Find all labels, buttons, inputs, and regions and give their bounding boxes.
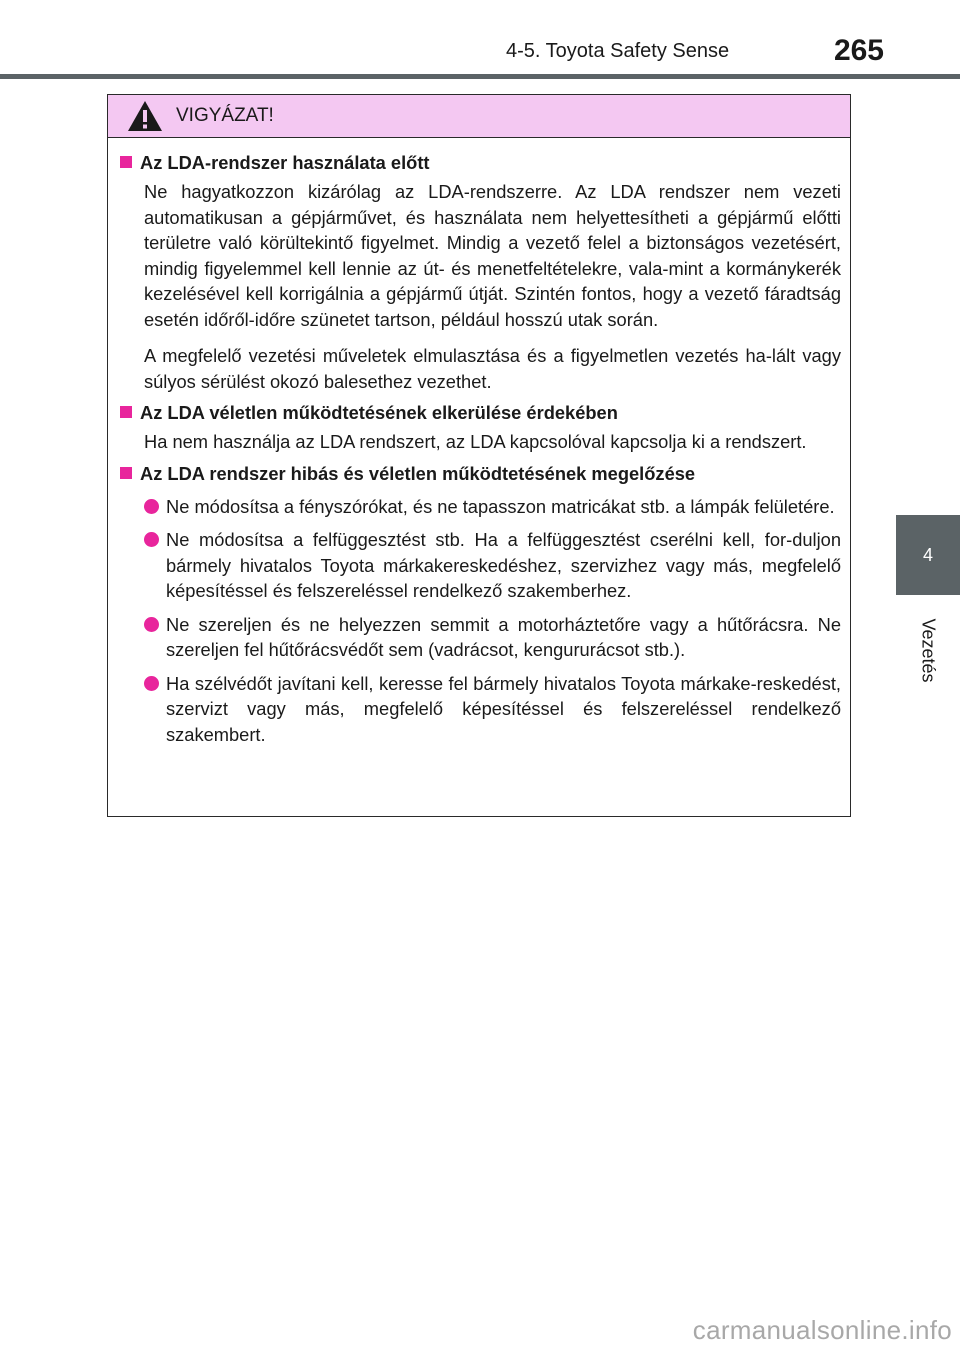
section-heading-text: Az LDA rendszer hibás és véletlen működtetésének megelőzése — [140, 462, 696, 484]
list-item — [144, 612, 841, 663]
circle-bullet-icon — [144, 532, 159, 547]
section-heading-before-use — [120, 150, 841, 175]
list-item-text: Ne módosítsa a fényszórókat, és ne tapasszon matricákat stb. a lámpák felületére. — [166, 495, 835, 517]
circle-bullet-icon — [144, 617, 159, 632]
list-item-text: Ha szélvédőt javítani kell, keresse fel bármely hivatalos Toyota márkake-reskedést, szervizt vagy más, megfelelő képesítéssel és felszereléssel rendelkező szakembert. — [166, 672, 841, 745]
circle-bullet-icon — [144, 499, 159, 514]
square-bullet-icon — [120, 406, 132, 418]
chapter-tab-number: 4 — [922, 544, 933, 565]
list-item — [144, 494, 841, 520]
paragraph: Ne hagyatkozzon kizárólag az LDA-rendszerre. Az LDA rendszer nem vezeti automatikusan a gépjárművet, és használata nem helyettesítheti a gépjármű előtti területre való körültekintő figyelmet. Mindig a vezető felel a biztonságos vezetésért, mindig figyelemmel kell lennie az út- és menetfeltételekre, vala-mint a kormánykerék kezelésével kell korrigálnia a gépjármű útját. Szintén fontos, hogy a vezető fáradtság esetén időről-időre szünetet tartson, például hosszú utak során. — [144, 181, 841, 330]
list-item-text: Ne módosítsa a felfüggesztést stb. Ha a felfüggesztést cserélni kell, for-duljon bármely hivatalos Toyota márkakereskedéshez, szervizhez vagy más, megfelelő képesítéssel és felszereléssel rendelkező szakemberhez. — [166, 529, 841, 601]
chapter-tab[interactable] — [896, 515, 960, 595]
section-heading-prevent-malfunction — [120, 461, 841, 486]
paragraph: A megfelelő vezetési műveletek elmulasztása és a figyelmetlen vezetés ha-lált vagy súlyos sérülést okozó balesethez vezethet. — [144, 345, 841, 392]
list-item — [144, 527, 841, 604]
warning-header — [108, 95, 850, 138]
header-section-title: 4-5. Toyota Safety Sense — [506, 40, 730, 62]
warning-body — [108, 138, 850, 747]
square-bullet-icon — [120, 156, 132, 168]
chapter-label-text: Vezetés — [918, 617, 939, 683]
section-heading-avoid-accidental — [120, 400, 841, 425]
header-divider — [0, 74, 960, 79]
section-heading-text: Az LDA véletlen működtetésének elkerülése érdekében — [140, 402, 618, 423]
page-number: 265 — [833, 34, 884, 67]
square-bullet-icon — [120, 467, 132, 479]
watermark: carmanualsonline.info — [692, 1315, 952, 1345]
paragraph: Ha nem használja az LDA rendszert, az LDA kapcsolóval kapcsolja ki a rendszert. — [144, 431, 807, 452]
chapter-label — [896, 600, 960, 700]
warning-box — [107, 94, 851, 817]
circle-bullet-icon — [144, 676, 159, 691]
warning-triangle-icon — [126, 99, 164, 133]
warning-title: VIGYÁZAT! — [176, 105, 274, 126]
list-item-text: Ne szereljen és ne helyezzen semmit a motorháztetőre vagy a hűtőrácsra. Ne szereljen fel hűtőrácsvédőt sem (vadrácsot, kengururácsot stb.). — [166, 613, 841, 660]
section-heading-text: Az LDA-rendszer használata előtt — [140, 152, 430, 173]
list-item — [144, 671, 841, 748]
